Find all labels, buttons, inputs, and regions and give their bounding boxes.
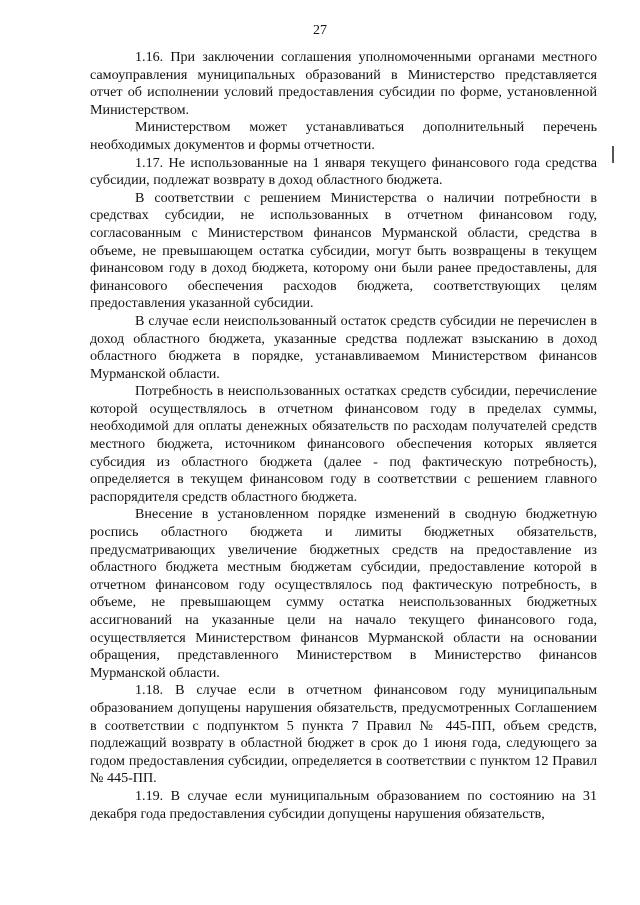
paragraph-1-18: 1.18. В случае если в отчетном финансовом году муниципальным образованием допущены нарушения обязательств, предусмотренных Соглашением в соответствии с подпунктом 5 пункта 7 Правил № 445-ПП, объем средств, подлежащий возврату в областной бюджет в срок до 1 июня года, следующего за годом предоставления субсидии, определяется в соответствии с пунктом 12 Правил № 445-ПП. bbox=[90, 682, 597, 787]
body-text bbox=[90, 49, 597, 823]
page-number: 27 bbox=[313, 23, 327, 38]
paragraph-1-16: 1.16. При заключении соглашения уполномоченными органами местного самоуправления муниципальных образований в Министерство представляется отчет об исполнении условий предоставления субсидии по форме, установленной Министерством. bbox=[90, 49, 597, 118]
paragraph-budget-changes: Внесение в установленном порядке изменений в сводную бюджетную роспись областного бюджета и лимиты бюджетных обязательств, предусматривающих увеличение бюджетных средств на предоставление из областного бюджета местным бюджетам субсидии, предоставление которой в отчетном финансовом году осуществлялось под фактическую потребность, в объеме, не превышающем сумму остатка неиспользованных бюджетных ассигнований на указанные цели на начало текущего финансового года, осуществляется Министерством финансов Мурманской области на основании обращения, представленного Министерством в Министерство финансов Мурманской области. bbox=[90, 506, 597, 681]
paragraph-reporting-forms: Министерством может устанавливаться дополнительный перечень необходимых документов и формы отчетности. bbox=[90, 119, 597, 153]
margin-mark bbox=[612, 146, 614, 163]
paragraph-1-19: 1.19. В случае если муниципальным образованием по состоянию на 31 декабря года предоставления субсидии допущены нарушения обязательств, bbox=[90, 787, 597, 822]
paragraph-1-17: 1.17. Не использованные на 1 января текущего финансового года средства субсидии, подлежат возврату в доход областного бюджета. bbox=[90, 154, 597, 189]
paragraph-unused-remainder: В случае если неиспользованный остаток средств субсидии не перечислен в доход областного бюджета, указанные средства подлежат взысканию в доход областного бюджета в порядке, устанавливаемом Министерством финансов Мурманской области. bbox=[90, 312, 597, 382]
paragraph-return-decision: В соответствии с решением Министерства о наличии потребности в средствах субсидии, не использованных в отчетном финансовом году, согласованным с Министерством финансов Мурманской области, средства в объеме, не превышающем остатка субсидии, могут быть возвращены в текущем финансовом году в доход бюджета, которому они были ранее предоставлены, для финансового обеспечения расходов бюджета, соответствующих целям предоставления указанной субсидии. bbox=[90, 189, 597, 312]
paragraph-need-remainder: Потребность в неиспользованных остатках средств субсидии, перечисление которой осуществлялось в отчетном финансовом году в пределах суммы, необходимой для оплаты денежных обязательств по расходам получателей средств местного бюджета, источником финансового обеспечения которых является субсидия из областного бюджета (далее - под фактическую потребность), определяется в текущем финансовом году в соответствии с решением главного распорядителя средств областного бюджета. bbox=[90, 383, 597, 505]
